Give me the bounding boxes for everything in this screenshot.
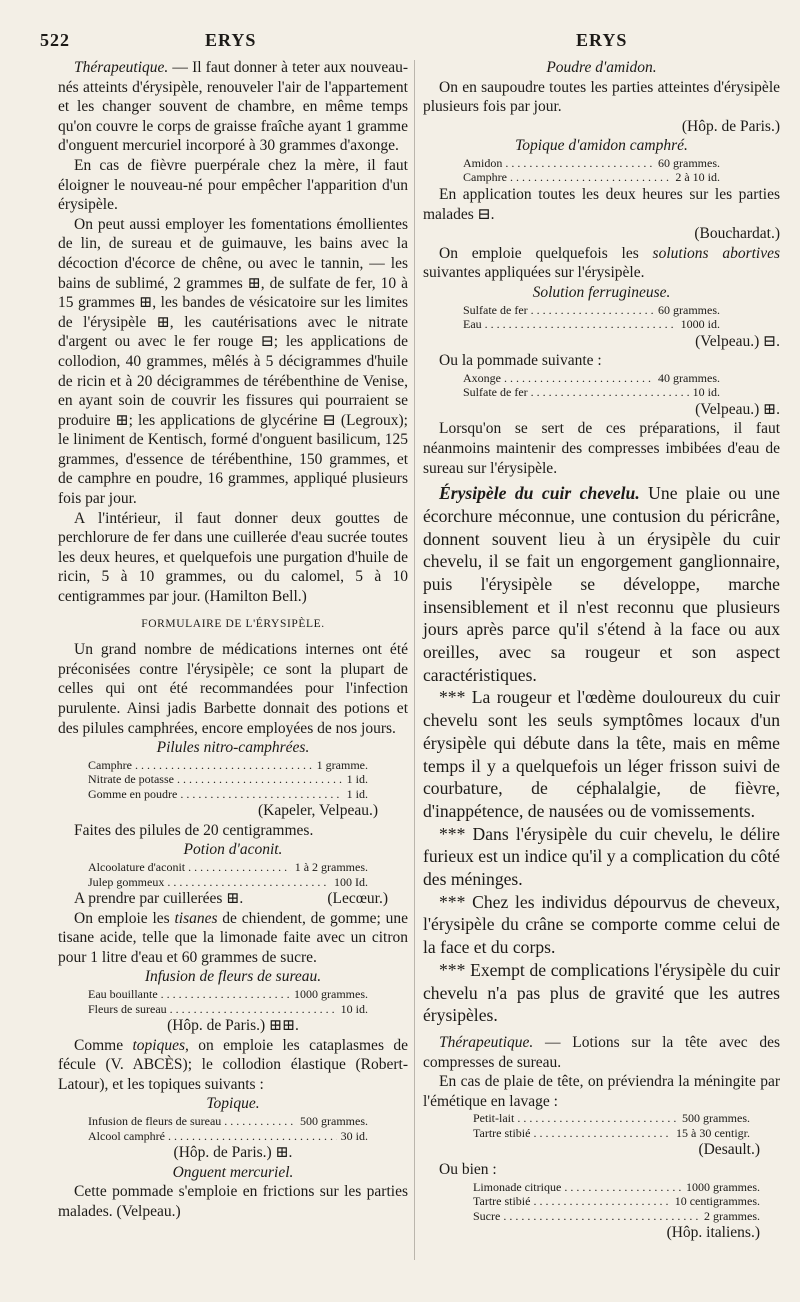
paragraph: En cas de fièvre puerpérale chez la mère, il faut éloigner le nouveau-né pour empêcher l'apparition d'un érysipèle. bbox=[58, 156, 408, 214]
right-column bbox=[423, 58, 780, 1243]
paragraph-text: — Il faut donner à teter aux nouveau-nés atteints d'érysipèle, renouveler l'air de l'appartement et les changer souvent de chambre, en même temps qu'on couvre le corps de graisse fraîche ayant 1 gramme d'onguent mercuriel incorporé à 30 grammes d'axonge. bbox=[58, 59, 408, 155]
ingredient: Julep gommeux . . . bbox=[88, 875, 330, 890]
recipe-title: Solution ferrugineuse. bbox=[532, 283, 671, 301]
quantity: 1 gramme. bbox=[316, 757, 368, 772]
recipe-title: Topique d'amidon camphré. bbox=[515, 137, 688, 155]
paragraph: Faites des pilules de 20 centigrammes. bbox=[74, 821, 314, 839]
ingredient: Nitrate de potasse . . . bbox=[88, 772, 343, 787]
paragraph-text: de chiendent, de gomme; une tisane acide, telle que la limonade faite avec un citron pour 1 litre d'eau et 60 grammes de sucre. bbox=[58, 909, 408, 966]
recipe-line bbox=[88, 875, 368, 890]
recipe-source: (Kapeler, Velpeau.) bbox=[257, 802, 378, 820]
recipe-source: (Bouchardat.) bbox=[694, 225, 780, 243]
paragraph: A l'intérieur, il faut donner deux gouttes de perchlorure de fer dans une cuillerée d'eau sucrée toutes les deux heures, et quelquefois une purgation d'huile de ricin, 5 à 10 grammes, ou du calomel, 5 à 10 centigrammes par jour. (Hamilton Bell.) bbox=[58, 509, 408, 606]
left-column bbox=[58, 58, 408, 1221]
quantity: 15 à 30 centigr. bbox=[676, 1125, 750, 1140]
quantity: 500 grammes. bbox=[682, 1111, 750, 1126]
quantity: 1000 id. bbox=[680, 317, 720, 332]
paragraph-text: Comme bbox=[74, 1036, 133, 1054]
recipe-line bbox=[88, 1114, 368, 1129]
recipe-line bbox=[88, 1129, 368, 1144]
recipe-title: Pilules nitro-camphrées. bbox=[156, 739, 310, 757]
ingredient: Camphre . . . bbox=[88, 758, 313, 773]
column-divider bbox=[414, 60, 415, 1260]
paragraph-text: A prendre par cuillerées ⊞. bbox=[74, 890, 244, 908]
recipe-line bbox=[473, 1180, 760, 1195]
paragraph-text: , on emploie les cataplasmes de fécule (V. ABCÈS); le collodion élastique (Robert-Latour), et les topiques suivants : bbox=[58, 1036, 408, 1093]
section-heading: FORMULAIRE DE L'ÉRYSIPÈLE. bbox=[141, 617, 325, 630]
recipe-title: Onguent mercuriel. bbox=[172, 1163, 294, 1181]
page-number: 522 bbox=[40, 30, 70, 50]
recipe-source: (Hôp. de Paris.) ⊞⊞. bbox=[167, 1017, 299, 1035]
quantity: 60 grammes. bbox=[658, 302, 720, 317]
quantity: 100 Id. bbox=[334, 874, 368, 889]
paragraph: Lorsqu'on se sert de ces préparations, il faut néanmoins maintenir des compresses imbibées d'eau de sureau sur l'érysipèle. bbox=[423, 420, 780, 477]
recipe-source: (Velpeau.) ⊟. bbox=[695, 332, 780, 350]
quantity: 30 id. bbox=[340, 1128, 368, 1143]
recipe-source: (Desault.) bbox=[698, 1141, 760, 1159]
recipe-title: Infusion de fleurs de sureau. bbox=[144, 968, 322, 986]
paragraph bbox=[58, 889, 408, 909]
quantity: 10 id. bbox=[692, 385, 720, 400]
quantity: 10 id. bbox=[340, 1001, 368, 1016]
paragraph: On en saupoudre toutes les parties atteintes d'érysipèle plusieurs fois par jour. bbox=[423, 78, 780, 116]
ingredient: Petit-lait . . . bbox=[473, 1111, 678, 1126]
recipe-line bbox=[463, 170, 720, 185]
recipe-list bbox=[423, 1180, 780, 1224]
ingredient: Sulfate de fer . . . bbox=[463, 303, 654, 318]
paragraph bbox=[58, 58, 408, 156]
quantity: 2 à 10 id. bbox=[675, 170, 720, 185]
recipe-line bbox=[473, 1111, 750, 1126]
quantity: 40 grammes. bbox=[658, 370, 720, 385]
paragraph: Un grand nombre de médications internes ont été préconisées contre l'érysipèle; ce sont la plupart de celles qui ont été recommandées pour l'infection purulente. Ainsi jadis Barbette donnait des potions et des pilules camphrées, encore employées de nos jours. bbox=[58, 641, 408, 737]
section-paragraph: *** Dans l'érysipèle du cuir chevelu, le délire furieux est un indice qu'il y a complication du côté des méninges. bbox=[423, 823, 780, 890]
emphasis: topiques bbox=[132, 1036, 186, 1054]
paragraph: En application toutes les deux heures sur les parties malades ⊟. bbox=[423, 185, 780, 223]
paragraph: Cette pommade s'emploie en frictions sur les parties malades. (Velpeau.) bbox=[58, 1183, 408, 1220]
recipe-line bbox=[463, 303, 720, 318]
emphasis: solutions abortives bbox=[652, 244, 781, 262]
paragraph-text: — Lotions sur la tête avec des compresses de sureau. bbox=[423, 1033, 780, 1071]
paragraph bbox=[58, 909, 408, 968]
paragraph bbox=[58, 1036, 408, 1095]
recipe-line bbox=[88, 787, 368, 802]
recipe-line bbox=[463, 156, 720, 171]
quantity: 1 id. bbox=[346, 772, 368, 787]
recipe-source: (Hôp. de Paris.) ⊞. bbox=[173, 1144, 293, 1161]
recipe-source: (Hôp. italiens.) bbox=[666, 1224, 760, 1242]
paragraph-text: suivantes appliquées sur l'érysipèle. bbox=[423, 264, 645, 282]
ingredient: Fleurs de sureau . . . bbox=[88, 1002, 337, 1017]
section-paragraph bbox=[423, 482, 780, 686]
section-paragraph: *** Exempt de complications l'érysipèle du cuir chevelu n'a pas plus de gravité que les autres érysipèles. bbox=[423, 959, 780, 1026]
recipe-title: Topique. bbox=[206, 1095, 260, 1113]
recipe-line bbox=[88, 758, 368, 773]
ingredient: Amidon . . . bbox=[463, 156, 654, 171]
section-paragraph: *** Chez les individus dépourvus de cheveux, l'érysipèle du crâne se comporte comme celui de la face et du corps. bbox=[423, 891, 780, 958]
quantity: 1000 grammes. bbox=[294, 987, 368, 1002]
recipe-source: (Hôp. de Paris.) bbox=[681, 117, 780, 135]
recipe-line bbox=[88, 860, 368, 875]
quantity: 1 id. bbox=[346, 786, 368, 801]
paragraph-text: Une plaie ou une écorchure méconnue, une contusion du péricrâne, donnent souvent lieu à un érysipèle du cuir chevelu, il se fait un engorgement ganglionnaire, puis l'érysipèle se développe, marche insensiblement et il n'est reconnu que plusieurs jours après parce qu'il s'étend à la face ou aux oreilles, avec sa rougeur et son aspect caractéristiques. bbox=[423, 483, 780, 685]
right-running-title: ERYS bbox=[576, 30, 628, 50]
recipe-line bbox=[473, 1194, 760, 1209]
paragraph: Ou bien : bbox=[439, 1160, 497, 1178]
recipe-line bbox=[463, 371, 720, 386]
paragraph-text: On emploie quelquefois les bbox=[439, 244, 653, 262]
paragraph-text: On emploie les bbox=[74, 909, 175, 927]
left-running-title: ERYS bbox=[205, 30, 257, 50]
section-paragraph: *** La rougeur et l'œdème douloureux du cuir chevelu sont les seuls symptômes locaux d'un érysipèle qui débute dans la tête, mais en même temps il y a quelquefois un léger frisson suivi de courbature, de céphalalgie, de fièvre, d'inappétence, de nausées ou de vomissements. bbox=[423, 687, 780, 821]
recipe-list bbox=[423, 371, 780, 400]
paragraph bbox=[423, 244, 780, 283]
recipe-title: Potion d'aconit. bbox=[183, 841, 283, 859]
emphasis: tisanes bbox=[174, 909, 218, 927]
ingredient: Tartre stibié . . . bbox=[473, 1194, 671, 1209]
ingredient: Limonade citrique . . . bbox=[473, 1180, 682, 1195]
recipe-list bbox=[58, 1114, 408, 1143]
ingredient: Eau . . . bbox=[463, 317, 677, 332]
recipe-source: (Lecœur.) bbox=[327, 890, 388, 908]
ingredient: Sulfate de fer . . . bbox=[463, 385, 689, 400]
paragraph-label: Thérapeutique. bbox=[74, 59, 169, 76]
quantity: 2 grammes. bbox=[704, 1208, 760, 1223]
recipe-list bbox=[423, 303, 780, 332]
quantity: 500 grammes. bbox=[300, 1114, 368, 1128]
section-heading: Érysipèle du cuir chevelu. bbox=[439, 483, 640, 504]
ingredient: Gomme en poudre . . . bbox=[88, 787, 343, 802]
ingredient: Sucre . . . bbox=[473, 1209, 700, 1224]
recipe-list bbox=[58, 860, 408, 889]
ingredient: Eau bouillante . . . bbox=[88, 987, 290, 1002]
ingredient: Axonge . . . bbox=[463, 371, 654, 386]
recipe-title: Poudre d'amidon. bbox=[546, 59, 657, 76]
quantity: 10 centigrammes. bbox=[674, 1194, 760, 1209]
recipe-line bbox=[88, 772, 368, 787]
ingredient: Alcoolature d'aconit . . . bbox=[88, 860, 291, 875]
paragraph: Ou la pommade suivante : bbox=[439, 352, 602, 370]
paragraph: En cas de plaie de tête, on préviendra la méningite par l'émétique en lavage : bbox=[423, 1073, 780, 1110]
recipe-line bbox=[473, 1209, 760, 1224]
recipe-line bbox=[88, 987, 368, 1002]
quantity: 60 grammes. bbox=[658, 155, 720, 170]
paragraph bbox=[423, 1033, 780, 1072]
recipe-line bbox=[463, 385, 720, 400]
quantity: 1000 grammes. bbox=[686, 1179, 760, 1194]
quantity: 1 à 2 grammes. bbox=[294, 860, 368, 875]
ingredient: Alcool camphré . . . bbox=[88, 1129, 337, 1144]
ingredient: Camphre . . . bbox=[463, 170, 671, 185]
paragraph: On peut aussi employer les fomentations émollientes de lin, de sureau et de guimauve, les bains avec la décoction d'écorce de chêne, ou avec le tannin, — les bains de sublimé, 2 grammes ⊞, de sulfate de fer, 10 à 15 grammes ⊞, les bandes de vésicatoire sur les limites de l'érysipèle ⊞, les cautérisations avec le nitrate d'argent ou avec le fer rouge ⊟; les applications de collodion, 40 grammes, mêlés à 5 décigrammes d'huile de ricin et à 20 décigrammes de térébenthine de Venise, en ayant soin de couvrir les fissures qui pourraient se produire ⊞; les applications de glycérine ⊟ (Legroux); le liniment de Kentisch, formé d'onguent basilicum, 125 grammes, d'essence de térébenthine, 150 grammes, et de camphre en poudre, 16 grammes, appliqué plusieurs fois par jour. bbox=[58, 215, 408, 508]
recipe-source: (Velpeau.) ⊞. bbox=[695, 400, 780, 418]
recipe-line bbox=[88, 1002, 368, 1017]
recipe-list bbox=[58, 758, 408, 802]
ingredient: Infusion de fleurs de sureau . . . bbox=[88, 1114, 296, 1129]
ingredient: Tartre stibié . . . bbox=[473, 1126, 672, 1141]
recipe-list bbox=[423, 156, 780, 185]
paragraph-label: Thérapeutique. bbox=[439, 1033, 534, 1051]
recipe-line bbox=[473, 1126, 750, 1141]
recipe-list bbox=[58, 987, 408, 1016]
recipe-list bbox=[423, 1111, 780, 1140]
recipe-line bbox=[463, 317, 720, 332]
